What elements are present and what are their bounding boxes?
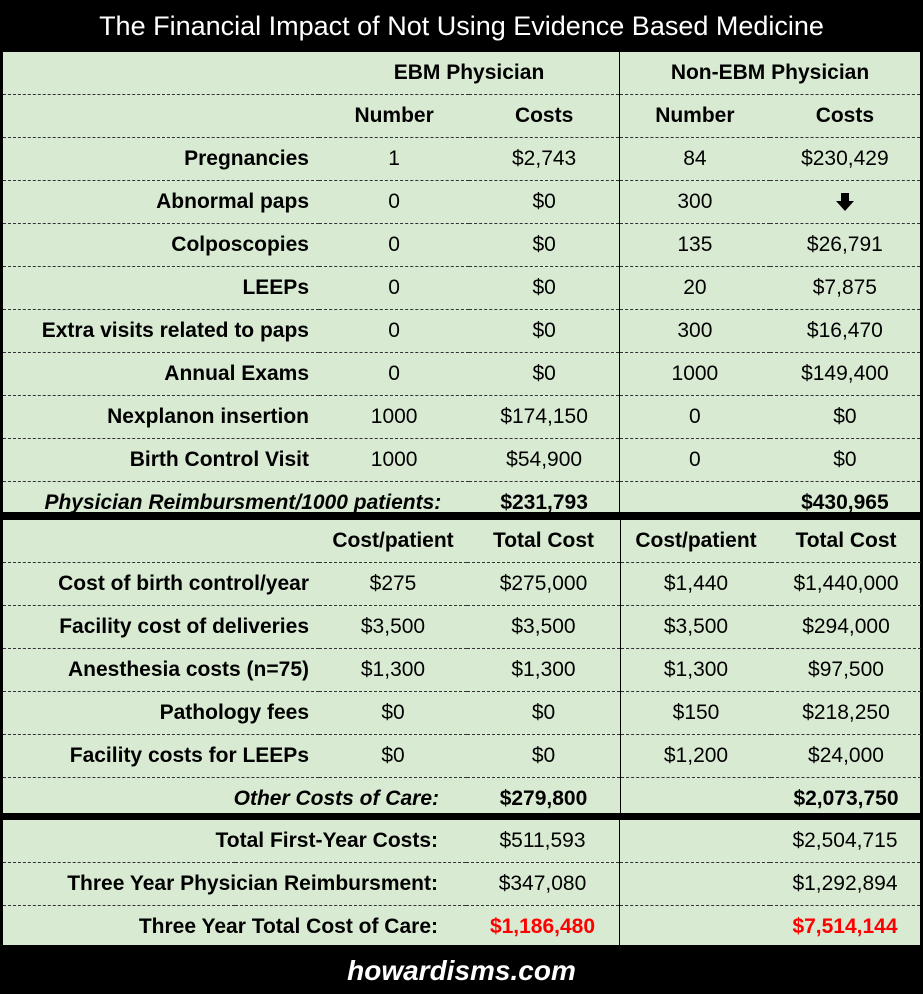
blank-cell bbox=[3, 52, 319, 95]
table-cell: 0 bbox=[319, 310, 469, 353]
row-label: Pregnancies bbox=[3, 138, 319, 181]
row-label: Abnormal paps bbox=[3, 181, 319, 224]
row-label: Cost of birth control/year bbox=[3, 563, 319, 606]
footer-site-name: howardisms.com bbox=[347, 955, 576, 986]
table-cell bbox=[770, 181, 920, 224]
table-row bbox=[3, 138, 920, 181]
row-label: Nexplanon insertion bbox=[3, 396, 319, 439]
blank-cell bbox=[621, 778, 772, 821]
table-row bbox=[3, 310, 920, 353]
table-cell: $0 bbox=[469, 181, 619, 224]
table-row bbox=[3, 735, 921, 778]
table-row bbox=[3, 439, 920, 482]
blank-cell bbox=[620, 482, 770, 525]
table-cell: $150 bbox=[621, 692, 772, 735]
column-header: Costs bbox=[469, 95, 619, 138]
non-ebm-group-header: Non-EBM Physician bbox=[620, 52, 921, 95]
summary-section bbox=[3, 820, 920, 945]
row-label: Total First-Year Costs: bbox=[3, 820, 466, 863]
total-label: Physician Reimbursment/1000 patients: bbox=[44, 491, 442, 514]
row-label: Facility cost of deliveries bbox=[3, 606, 319, 649]
total-row bbox=[3, 778, 921, 821]
group-header-row bbox=[3, 52, 920, 95]
table-cell: $1,440 bbox=[621, 563, 772, 606]
table-cell: $0 bbox=[469, 267, 619, 310]
table-row bbox=[3, 649, 921, 692]
table-row bbox=[3, 181, 920, 224]
table-cell: $275,000 bbox=[467, 563, 621, 606]
non-ebm-total: $430,965 bbox=[801, 491, 889, 514]
table-cell: $54,900 bbox=[469, 439, 619, 482]
non-ebm-total: $2,073,750 bbox=[793, 787, 899, 810]
ebm-total: $279,800 bbox=[467, 778, 621, 821]
table-cell: $1,200 bbox=[621, 735, 772, 778]
column-header: Total Cost bbox=[771, 520, 921, 563]
table-cell: $26,791 bbox=[770, 224, 920, 267]
table-cell: $1,300 bbox=[319, 649, 467, 692]
table-row bbox=[3, 224, 920, 267]
table-cell: $1,300 bbox=[621, 649, 772, 692]
row-label: Birth Control Visit bbox=[3, 439, 319, 482]
page-title: The Financial Impact of Not Using Evidence Based Medicine bbox=[99, 11, 824, 41]
column-header-row bbox=[3, 520, 921, 563]
row-label: Anesthesia costs (n=75) bbox=[3, 649, 319, 692]
blank-cell bbox=[620, 820, 771, 863]
table-cell: $294,000 bbox=[771, 606, 921, 649]
column-header: Number bbox=[620, 95, 770, 138]
table-cell: $174,150 bbox=[469, 396, 619, 439]
ebm-value: $511,593 bbox=[466, 820, 620, 863]
table-cell: $7,875 bbox=[770, 267, 920, 310]
table-cell: 300 bbox=[620, 310, 770, 353]
table-cell: $0 bbox=[467, 735, 621, 778]
row-label: Three Year Physician Reimbursment: bbox=[3, 863, 466, 906]
table-cell: $16,470 bbox=[770, 310, 920, 353]
physician-reimbursement-section bbox=[3, 52, 920, 512]
table-cell: $218,250 bbox=[771, 692, 921, 735]
table-row bbox=[3, 267, 920, 310]
ebm-total: $231,793 bbox=[469, 482, 619, 525]
row-label: Three Year Total Cost of Care: bbox=[138, 915, 438, 938]
table-cell: $0 bbox=[467, 692, 621, 735]
total-label: Other Costs of Care: bbox=[233, 787, 439, 810]
table-cell: $1,440,000 bbox=[771, 563, 921, 606]
table-cell: $0 bbox=[469, 353, 619, 396]
table-cell: $149,400 bbox=[770, 353, 920, 396]
ebm-group-header: EBM Physician bbox=[319, 52, 620, 95]
column-header-row bbox=[3, 95, 920, 138]
non-ebm-highlight-value: $7,514,144 bbox=[792, 915, 898, 938]
table-cell: 300 bbox=[620, 181, 770, 224]
column-header: Cost/patient bbox=[319, 520, 467, 563]
table-cell: $3,500 bbox=[319, 606, 467, 649]
row-label: Colposcopies bbox=[3, 224, 319, 267]
table-cell: $0 bbox=[770, 396, 920, 439]
table-row bbox=[3, 692, 921, 735]
column-header: Costs bbox=[770, 95, 920, 138]
table-cell: $230,429 bbox=[770, 138, 920, 181]
table-cell: $275 bbox=[319, 563, 467, 606]
row-label: Pathology fees bbox=[3, 692, 319, 735]
table-cell: 0 bbox=[620, 396, 770, 439]
blank-cell bbox=[620, 906, 771, 949]
table-cell: $0 bbox=[469, 224, 619, 267]
table-cell: 135 bbox=[620, 224, 770, 267]
table-cell: 1000 bbox=[620, 353, 770, 396]
table-cell: 1000 bbox=[319, 396, 469, 439]
column-header: Total Cost bbox=[467, 520, 621, 563]
blank-cell bbox=[3, 95, 319, 138]
table-cell: $24,000 bbox=[771, 735, 921, 778]
table-row bbox=[3, 353, 920, 396]
ebm-value: $347,080 bbox=[466, 863, 620, 906]
table-cell: $0 bbox=[770, 439, 920, 482]
table-cell: 0 bbox=[319, 353, 469, 396]
other-costs-section bbox=[3, 520, 920, 813]
ebm-highlight-value: $1,186,480 bbox=[466, 906, 620, 949]
row-label: Facility costs for LEEPs bbox=[3, 735, 319, 778]
table-cell: $0 bbox=[319, 692, 467, 735]
table-cell: 0 bbox=[319, 267, 469, 310]
row-label: Annual Exams bbox=[3, 353, 319, 396]
table-cell: 0 bbox=[319, 224, 469, 267]
blank-cell bbox=[620, 863, 771, 906]
table-row bbox=[3, 396, 920, 439]
summary-row bbox=[3, 820, 920, 863]
table-row bbox=[3, 606, 921, 649]
reimbursement-table bbox=[3, 52, 920, 524]
table-cell: 0 bbox=[620, 439, 770, 482]
table-cell: 1 bbox=[319, 138, 469, 181]
table-cell: $97,500 bbox=[771, 649, 921, 692]
down-arrow-icon bbox=[835, 192, 855, 212]
non-ebm-value: $2,504,715 bbox=[770, 820, 920, 863]
other-costs-table bbox=[3, 520, 921, 820]
summary-table bbox=[3, 820, 920, 948]
row-label: Extra visits related to paps bbox=[3, 310, 319, 353]
table-cell: 1000 bbox=[319, 439, 469, 482]
table-cell: $3,500 bbox=[621, 606, 772, 649]
table-cell: 20 bbox=[620, 267, 770, 310]
blank-cell bbox=[3, 520, 319, 563]
column-header: Cost/patient bbox=[621, 520, 772, 563]
table-cell: $0 bbox=[319, 735, 467, 778]
non-ebm-value: $1,292,894 bbox=[770, 863, 920, 906]
summary-row bbox=[3, 863, 920, 906]
table-cell: 84 bbox=[620, 138, 770, 181]
table-cell: $0 bbox=[469, 310, 619, 353]
column-header: Number bbox=[319, 95, 469, 138]
table-row bbox=[3, 563, 921, 606]
table-cell: $3,500 bbox=[467, 606, 621, 649]
total-row bbox=[3, 482, 920, 525]
table-cell: $2,743 bbox=[469, 138, 619, 181]
row-label: LEEPs bbox=[3, 267, 319, 310]
table-cell: $1,300 bbox=[467, 649, 621, 692]
summary-row bbox=[3, 906, 920, 949]
table-cell: 0 bbox=[319, 181, 469, 224]
